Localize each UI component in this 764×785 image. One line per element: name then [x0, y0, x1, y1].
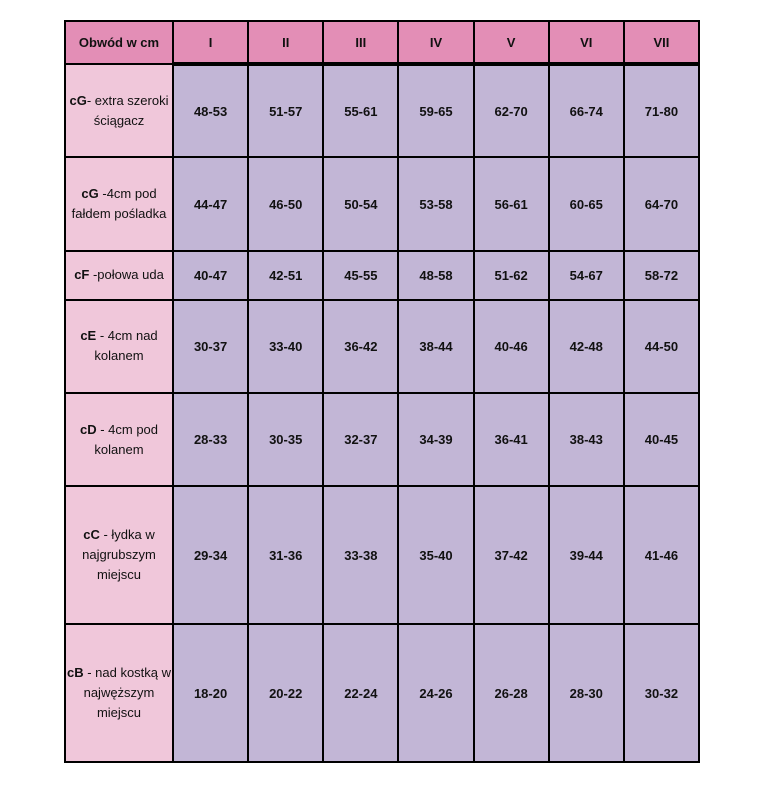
row-label [65, 251, 173, 300]
row-code: cB [66, 665, 84, 681]
row-description: - 4cm nad kolanem [94, 328, 158, 364]
value-cell: 51-57 [248, 64, 323, 157]
value-cell: 40-47 [173, 251, 248, 300]
row-code: cG [81, 186, 99, 202]
value-cell: 36-41 [474, 393, 549, 486]
value-cell: 48-53 [173, 64, 248, 157]
table-body [65, 64, 699, 762]
size-chart [64, 20, 700, 763]
column-header-7: VII [624, 21, 699, 64]
value-cell: 22-24 [323, 624, 398, 762]
row-code: cF [74, 267, 90, 283]
value-cell: 46-50 [248, 157, 323, 250]
table-row [65, 624, 699, 762]
value-cell: 64-70 [624, 157, 699, 250]
column-header-2: II [248, 21, 323, 64]
value-cell: 71-80 [624, 64, 699, 157]
value-cell: 48-58 [398, 251, 473, 300]
value-cell: 59-65 [398, 64, 473, 157]
value-cell: 30-32 [624, 624, 699, 762]
value-cell: 28-33 [173, 393, 248, 486]
value-cell: 60-65 [549, 157, 624, 250]
value-cell: 38-44 [398, 300, 473, 393]
value-cell: 42-51 [248, 251, 323, 300]
value-cell: 55-61 [323, 64, 398, 157]
row-description: -4cm pod fałdem pośladka [71, 186, 167, 222]
value-cell: 37-42 [474, 486, 549, 624]
column-header-1: I [173, 21, 248, 64]
value-cell: 58-72 [624, 251, 699, 300]
value-cell: 28-30 [549, 624, 624, 762]
value-cell: 40-45 [624, 393, 699, 486]
value-cell: 40-46 [474, 300, 549, 393]
column-header-6: VI [549, 21, 624, 64]
row-label [65, 64, 173, 157]
row-label [65, 393, 173, 486]
value-cell: 31-36 [248, 486, 323, 624]
row-label [65, 300, 173, 393]
row-label [65, 486, 173, 624]
column-header-3: III [323, 21, 398, 64]
value-cell: 56-61 [474, 157, 549, 250]
row-description: - extra szeroki ściągacz [86, 92, 169, 128]
table-row [65, 393, 699, 486]
column-header-5: V [474, 21, 549, 64]
column-header-4: IV [398, 21, 473, 64]
table-row [65, 486, 699, 624]
row-label [65, 624, 173, 762]
value-cell: 51-62 [474, 251, 549, 300]
table-row [65, 64, 699, 157]
value-cell: 42-48 [549, 300, 624, 393]
value-cell: 66-74 [549, 64, 624, 157]
value-cell: 45-55 [323, 251, 398, 300]
value-cell: 41-46 [624, 486, 699, 624]
row-description: - nad kostką w najwęższym miejscu [83, 665, 172, 721]
row-description: - łydka w najgrubszym miejscu [82, 527, 156, 583]
value-cell: 29-34 [173, 486, 248, 624]
value-cell: 18-20 [173, 624, 248, 762]
corner-header: Obwód w cm [65, 21, 173, 64]
value-cell: 62-70 [474, 64, 549, 157]
value-cell: 38-43 [549, 393, 624, 486]
value-cell: 30-35 [248, 393, 323, 486]
value-cell: 53-58 [398, 157, 473, 250]
row-description: -połowa uda [89, 267, 164, 283]
value-cell: 54-67 [549, 251, 624, 300]
table-row [65, 300, 699, 393]
row-code: cD [79, 421, 97, 437]
size-table [64, 20, 700, 763]
value-cell: 32-37 [323, 393, 398, 486]
row-label [65, 157, 173, 250]
value-cell: 36-42 [323, 300, 398, 393]
table-row [65, 157, 699, 250]
value-cell: 26-28 [474, 624, 549, 762]
value-cell: 24-26 [398, 624, 473, 762]
row-description: - 4cm pod kolanem [94, 421, 159, 457]
row-code: cE [80, 328, 97, 344]
value-cell: 33-40 [248, 300, 323, 393]
row-code: cG [69, 92, 87, 108]
value-cell: 44-50 [624, 300, 699, 393]
header-row [65, 21, 699, 64]
value-cell: 34-39 [398, 393, 473, 486]
table-row [65, 251, 699, 300]
value-cell: 20-22 [248, 624, 323, 762]
row-code: cC [83, 527, 100, 543]
value-cell: 30-37 [173, 300, 248, 393]
value-cell: 35-40 [398, 486, 473, 624]
value-cell: 33-38 [323, 486, 398, 624]
value-cell: 39-44 [549, 486, 624, 624]
value-cell: 50-54 [323, 157, 398, 250]
value-cell: 44-47 [173, 157, 248, 250]
